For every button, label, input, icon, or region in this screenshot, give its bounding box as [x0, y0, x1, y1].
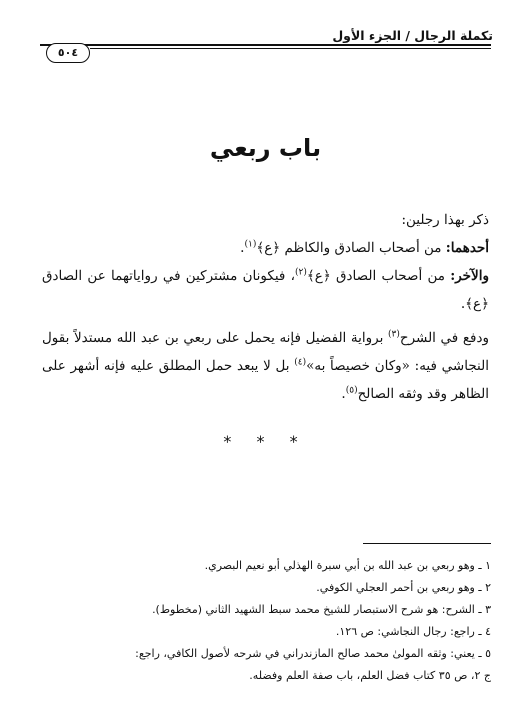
- header-rule-thin: [90, 48, 491, 49]
- second-text-continued: ، فيكونان مشتركين في رواياتهما عن الصادق ﴿ع﴾.: [42, 268, 489, 312]
- para2-part-a: ودفع في الشرح: [399, 330, 490, 346]
- footnote-ref-5[interactable]: (٥): [345, 385, 358, 396]
- footnote-ref-2[interactable]: (٢): [295, 267, 307, 278]
- footnote-ref-3[interactable]: (٣): [387, 329, 400, 340]
- footnote-1: ١ ـ وهو ربعي بن عبد الله بن أبي سبرة الهذلي أبو نعيم البصري.: [204, 559, 491, 572]
- header-rule: [40, 44, 491, 46]
- body-text: [42, 206, 489, 408]
- footnotes: [40, 555, 491, 687]
- header-title: تكملة الرجال / الجزء الأول: [332, 28, 493, 43]
- footnote-4: ٤ ـ راجع: رجال النجاشي: ص ١٢٦.: [335, 625, 491, 638]
- intro-line: ذكر بهذا رجلين:: [401, 212, 489, 228]
- second-label: والآخر:: [450, 268, 489, 284]
- footnote-ref-1[interactable]: (١): [244, 239, 257, 250]
- para2-part-c: بل لا يبعد حمل المطلق عليه فإنه أشهر على الظاهر وقد وثقه الصالح: [42, 358, 489, 402]
- para2-end: .: [341, 386, 346, 402]
- first-label: أحدهما:: [445, 240, 489, 256]
- page-number-badge: ٥٠٤: [46, 43, 90, 63]
- running-header: [38, 26, 493, 59]
- chapter-title: باب ربعي: [209, 134, 322, 162]
- second-text: من أصحاب الصادق ﴿ع﴾: [306, 268, 445, 284]
- first-entry: [42, 234, 489, 262]
- para2-part-b: برواية الفضيل فإنه يحمل على ربعي بن عبد الله مستدلاً بقول النجاشي فيه: «وكان خصيصاً به»: [42, 330, 489, 374]
- first-end: .: [240, 240, 245, 256]
- footnote-2: ٢ ـ وهو ربعي بن أحمر العجلي الكوفي.: [316, 581, 491, 594]
- discussion-paragraph: [42, 324, 489, 408]
- first-text: من أصحاب الصادق والكاظم ﴿ع﴾: [256, 240, 442, 256]
- second-entry: [42, 262, 489, 318]
- footnote-rule: [363, 543, 491, 544]
- footnote-5: ٥ ـ يعني: وثقه المولىٰ محمد صالح المازندراني في شرحه لأصول الكافي، راجع:: [135, 647, 491, 660]
- footnote-ref-4[interactable]: (٤): [294, 357, 307, 368]
- section-separator: * * *: [223, 432, 308, 451]
- footnote-5-continued: ج ٢، ص ٣٥ كتاب فضل العلم، باب صفة العلم وفضله.: [249, 669, 491, 682]
- footnote-3: ٣ ـ الشرح: هو شرح الاستبصار للشيخ محمد سبط الشهيد الثاني (مخطوط).: [152, 603, 491, 616]
